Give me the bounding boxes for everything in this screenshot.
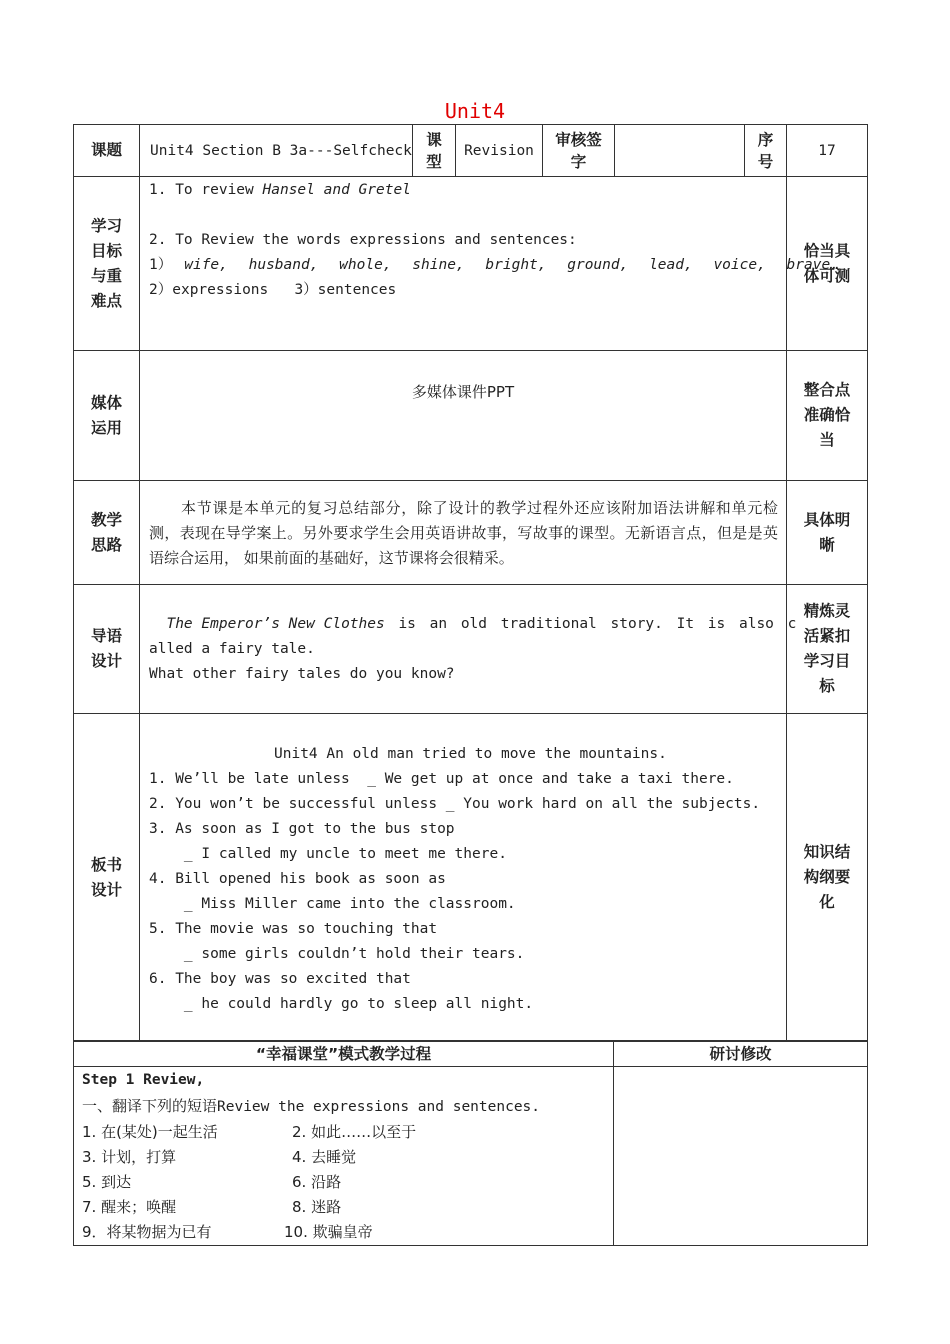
board-line: 4. Bill opened his book as soon as xyxy=(149,871,446,887)
approach-note: 具体明晰 xyxy=(787,481,868,585)
media-row xyxy=(74,351,868,481)
revision-notes xyxy=(614,1067,868,1246)
board-content xyxy=(140,714,787,1042)
board-line: 6. The boy was so excited that xyxy=(149,971,411,987)
approach-label: 教学思路 xyxy=(74,481,140,585)
process-body-row xyxy=(74,1067,868,1246)
header-row xyxy=(74,125,868,177)
topic-label: 课题 xyxy=(74,125,140,177)
board-line: _ he could hardly go to sleep all night. xyxy=(149,996,534,1012)
board-label: 板书设计 xyxy=(74,714,140,1042)
goals-row xyxy=(74,177,868,351)
board-line: _ some girls couldn’t hold their tears. xyxy=(149,946,525,962)
lesson-plan-table xyxy=(73,124,868,1042)
process-header: “幸福课堂”模式教学过程 xyxy=(74,1041,614,1067)
media-content: 多媒体课件PPT xyxy=(140,351,787,481)
phrase-row: 7. 醒来；唤醒 8. 迷路 xyxy=(82,1198,342,1216)
number-value: 17 xyxy=(787,125,868,177)
media-note: 整合点准确恰当 xyxy=(787,351,868,481)
revision-header: 研讨修改 xyxy=(614,1041,868,1067)
number-label: 序号 xyxy=(745,125,787,177)
process-content xyxy=(74,1067,614,1246)
board-note: 知识结构纲要化 xyxy=(787,714,868,1042)
goals-line-1: 1. To review Hansel and Gretel xyxy=(149,182,411,198)
goals-note: 恰当具体可测 xyxy=(787,177,868,351)
intro-row xyxy=(74,585,868,714)
board-line: _ I called my uncle to meet me there. xyxy=(149,846,507,862)
board-line: 1. We’ll be late unless _ We get up at once and take a taxi there. xyxy=(149,771,734,787)
board-line: 5. The movie was so touching that xyxy=(149,921,438,937)
goals-line-2: 2. To Review the words expressions and sentences: xyxy=(149,232,577,248)
intro-label: 导语设计 xyxy=(74,585,140,714)
board-line: 3. As soon as I got to the bus stop xyxy=(149,821,455,837)
intro-line-2: alled a fairy tale. xyxy=(149,640,315,657)
phrase-row: 1. 在(某处)一起生活 2. 如此……以至于 xyxy=(82,1123,417,1141)
step-title: Step 1 Review, xyxy=(82,1072,205,1088)
media-label: 媒体运用 xyxy=(74,351,140,481)
process-header-row xyxy=(74,1041,868,1067)
type-label: 课型 xyxy=(413,125,456,177)
task-line: 一、翻译下列的短语Review the expressions and sentences. xyxy=(82,1097,541,1115)
intro-line-1: The Emperor’s New Clothes is an old traditional story. It is also c xyxy=(166,615,797,632)
phrase-row: 5. 到达 6. 沿路 xyxy=(82,1173,342,1191)
board-line: _ Miss Miller came into the classroom. xyxy=(149,896,516,912)
board-row xyxy=(74,714,868,1042)
topic-value: Unit4 Section B 3a---Selfcheck xyxy=(140,125,413,177)
phrase-row: 9．将某物据为已有 10. 欺骗皇帝 xyxy=(82,1223,373,1241)
review-label: 审核签字 xyxy=(543,125,615,177)
approach-row xyxy=(74,481,868,585)
type-value: Revision xyxy=(456,125,543,177)
intro-content xyxy=(140,585,797,714)
intro-note: 精炼灵活紧扣学习目标 xyxy=(787,585,868,714)
process-table xyxy=(73,1040,868,1246)
board-line: 2. You won’t be successful unless _ You work hard on all the subjects. xyxy=(149,796,761,812)
goals-label: 学习目标与重难点 xyxy=(74,177,140,351)
goals-line-3: 1） wife, husband, whole, shine, bright, ground, lead, voice, brave… xyxy=(149,257,839,273)
goals-line-4: 2）expressions 3）sentences xyxy=(149,282,397,298)
phrase-list xyxy=(82,1120,605,1245)
phrase-row: 3. 计划，打算 4. 去睡觉 xyxy=(82,1148,357,1166)
review-value xyxy=(615,125,745,177)
page-title: Unit4 xyxy=(444,99,506,123)
approach-content: 本节课是本单元的复习总结部分，除了设计的教学过程外还应该附加语法讲解和单元检测，表现在导学案上。另外要求学生会用英语讲故事，写故事的课型。无新语言点，但是是英语综合运用， 如果前面的基础好，这节课将会很精采。 xyxy=(140,481,787,585)
board-heading: Unit4 An old man tried to move the mountains. xyxy=(274,746,667,762)
intro-line-3: What other fairy tales do you know? xyxy=(149,665,455,682)
